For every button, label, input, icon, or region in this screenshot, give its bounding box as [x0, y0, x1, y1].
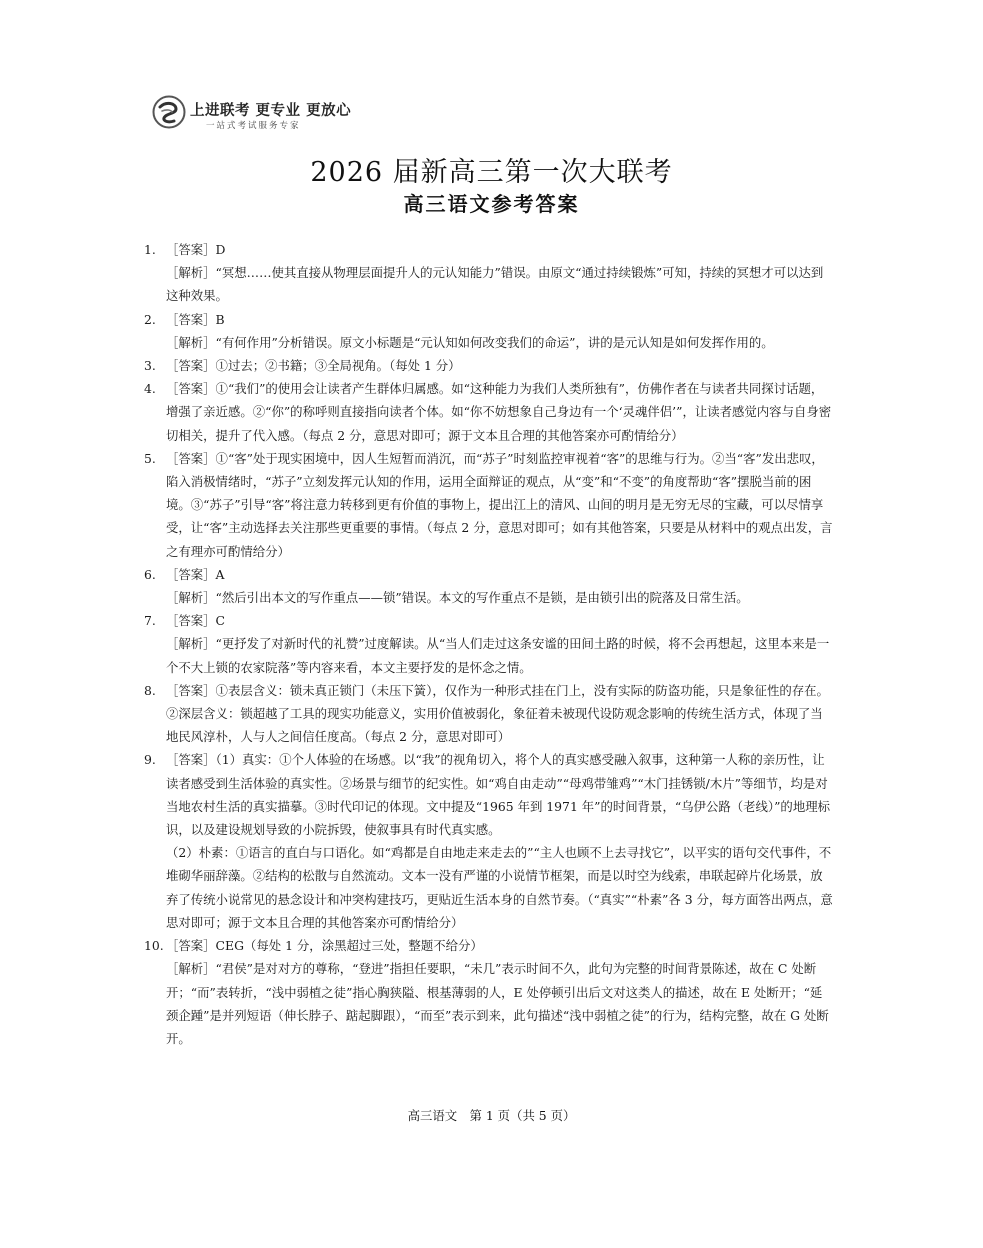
answer-text: ［答案］①表层含义：锁未真正锁门（未压下簧），仅作为一种形式挂在门上，没有实际的防盗功能，只是象征性的存在。②深层含义：锁超越了工具的现实功能意义，实用价值被弱化，象征着未被现代设防观念影响的传统生活方式，体现了当地民风淳朴，人与人之间信任度高。（每点 2 分，意思对即可） [166, 682, 829, 745]
logo-tagline: 一站式考试服务专家 [206, 121, 301, 131]
answer-text: ［答案］C [166, 613, 226, 629]
question-number: 3. [144, 358, 156, 374]
question-number: 9. [144, 752, 156, 768]
question-number: 4. [144, 381, 156, 397]
question-4 [144, 377, 834, 447]
question-10 [144, 934, 834, 957]
question-number: 6. [144, 566, 156, 582]
page-footer: 高三语文 第 1 页（共 5 页） [407, 1108, 576, 1123]
answer-text: ［答案］（1）真实：①个人体验的在场感。以“我”的视角切入，将个人的真实感受融入叙事，这种第一人称的亲历性，让读者感受到生活体验的真实性。②场景与细节的纪实性。如“鸡自由走动”“母鸡带雏鸡”“木门挂锈锁/木片”等细节，均是对当地农村生活的真实描摹。③时代印记的体现。文中提及“1965 年到 1971 年”的时间背景，“乌伊公路（老线）”的地理标识，以及建设规划导致的小院拆毁，使叙事具有时代真实感。 [166, 752, 830, 838]
question-number: 8. [144, 682, 156, 698]
question-number: 1. [144, 242, 156, 257]
answer-text: ［答案］B [166, 311, 225, 327]
answer-text: ［答案］A [166, 566, 225, 582]
analysis-text: ［解析］“然后引出本文的写作重点——锁”错误。本文的写作重点不是锁，是由锁引出的院落及日常生活。 [166, 590, 749, 606]
question-7 [144, 609, 834, 632]
answer-text: ［答案］①过去；②书籍；③全局视角。（每处 1 分） [166, 358, 461, 374]
question-8 [144, 679, 834, 749]
answer-text: ［答案］CEG（每处 1 分，涂黑超过三处，整题不给分） [166, 938, 483, 954]
publisher-logo [152, 93, 372, 135]
answer-text: ［答案］D [166, 242, 226, 257]
question-3 [144, 354, 834, 377]
page-title: 2026 届新高三第一次大联考 [310, 157, 673, 188]
logo-slogan: 上进联考 更专业 更放心 [190, 103, 352, 119]
question-number: 7. [144, 613, 156, 629]
analysis-text: ［解析］“有何作用”分析错误。原文小标题是“元认知如何改变我们的命运”，讲的是元认知是如何发挥作用的。 [166, 334, 774, 350]
question-2 [144, 308, 834, 331]
question-1 [144, 238, 834, 261]
question-number: 10. [144, 938, 164, 954]
publisher-logo-icon [152, 95, 186, 129]
answer-text: ［答案］①“客”处于现实困境中，因人生短暂而消沉，而“苏子”时刻监控审视着“客”的思维与行为。②当“客”发出悲叹，陷入消极情绪时，“苏子”立刻发挥元认知的作用，运用全面辩证的观点，从“变”和“不变”的角度帮助“客”摆脱当前的困境。③“苏子”引导“客”将注意力转移到更有价值的事物上，提出江上的清风、山间的明月是无穷无尽的宝藏，可以尽情享受，让“客”主动选择去关注那些更重要的事情。（每点 2 分，意思对即可；如有其他答案，只要是从材料中的观点出发，言之有理亦可酌情给分） [166, 450, 833, 559]
analysis-text: ［解析］“君侯”是对对方的尊称，“登进”指担任要职，“未几”表示时间不久，此句为完整的时间背景陈述，故在 C 处断开；“而”表转折，“浅中弱植之徒”指心胸狭隘、根基薄弱的人，E 处停顿引出后文对这类人的描述，故在 E 处断开；“延颈企踵”是并列短语（伸长脖子、踮起脚跟），“而至”表示到来，此句描述“浅中弱植之徒”的行为，结构完整，故在 G 处断开。 [166, 961, 829, 1046]
answer-text: ［答案］①“我们”的使用会让读者产生群体归属感。如“这种能力为我们人类所独有”，仿佛作者在与读者共同探讨话题，增强了亲近感。②“你”的称呼则直接指向读者个体。如“你不妨想象自己身边有一个‘灵魂伴侣’”，让读者感觉内容与自身密切相关，提升了代入感。（每点 2 分，意思对即可；源于文本且合理的其他答案亦可酌情给分） [166, 381, 832, 443]
analysis-text: ［解析］“更抒发了对新时代的礼赞”过度解读。从“当人们走过这条安谧的田间土路的时候，将不会再想起，这里本来是一个不大上锁的农家院落”等内容来看，本文主要抒发的是怀念之情。 [166, 636, 830, 675]
answer-list [144, 238, 834, 1050]
answer-continuation: （2）朴素：①语言的直白与口语化。如“鸡都是自由地走来走去的”“主人也顾不上去寻找它”，以平实的语句交代事件，不堆砌华丽辞藻。②结构的松散与自然流动。文本一没有严谨的小说情节框架，而是以时空为线索，串联起碎片化场景，放弃了传统小说常见的悬念设计和冲突构建技巧，更贴近生活本身的自然节奏。（“真实”“朴素”各 3 分，每方面答出两点，意思对即可；源于文本且合理的其他答案亦可酌情给分） [166, 845, 833, 930]
question-5 [144, 447, 834, 563]
question-9 [144, 748, 834, 841]
question-6 [144, 563, 834, 586]
page-subtitle: 高三语文参考答案 [403, 192, 580, 216]
analysis-text: ［解析］“冥想……使其直接从物理层面提升人的元认知能力”错误。由原文“通过持续锻炼”可知，持续的冥想才可以达到这种效果。 [166, 265, 824, 304]
question-number: 2. [144, 311, 156, 327]
question-number: 5. [144, 450, 156, 466]
